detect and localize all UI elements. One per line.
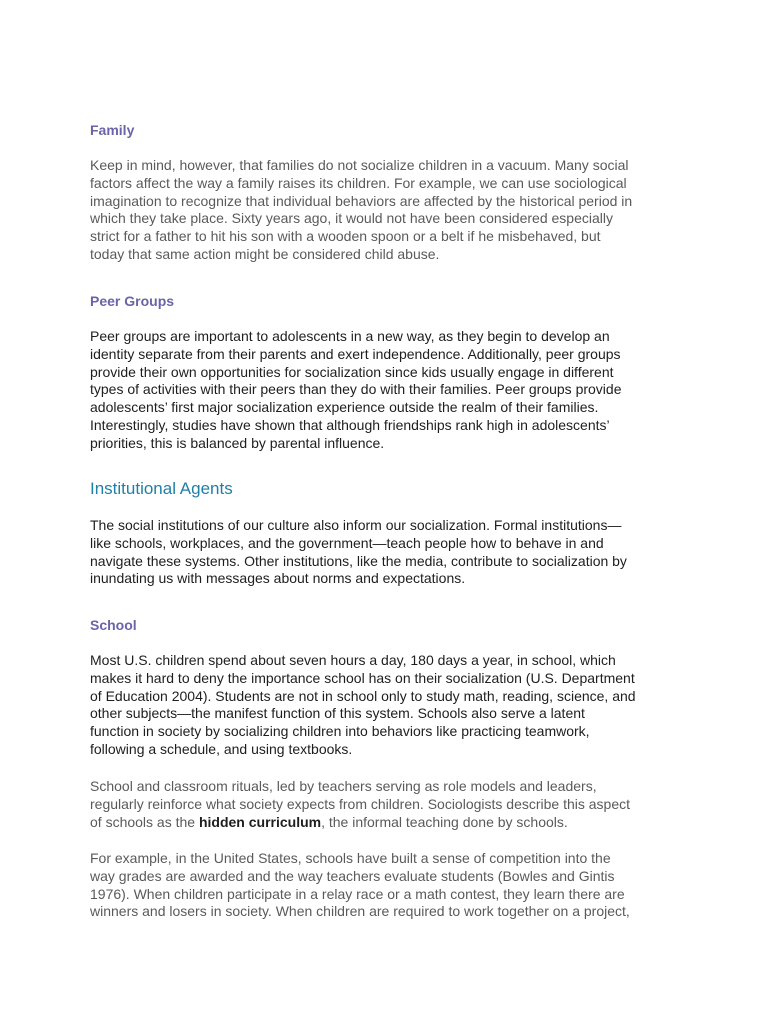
school-paragraph-1 xyxy=(90,652,680,759)
heading-school: School xyxy=(90,617,137,633)
text-line: strict for a father to hit his son with a wooden spoon or a belt if he misbehaved, but xyxy=(90,228,601,245)
text-line: identity separate from their parents and exert independence. Additionally, peer groups xyxy=(90,345,621,362)
text-fragment: of schools as the xyxy=(90,813,199,830)
family-paragraph xyxy=(90,157,680,264)
hidden-curriculum-term: hidden curriculum xyxy=(198,813,322,830)
heading-institutional-agents: Institutional Agents xyxy=(90,479,233,498)
text-line: like schools, workplaces, and the government—teach people how to behave in and xyxy=(90,534,604,551)
text-line: Keep in mind, however, that families do not socialize children in a vacuum. Many social xyxy=(90,157,629,173)
text-line: navigate these systems. Other institutions, like the media, contribute to socialization by xyxy=(90,552,627,569)
text-line: function in society by socializing children into behaviors like practicing teamwork, xyxy=(90,723,590,740)
text-line: School and classroom rituals, led by teachers serving as role models and leaders, xyxy=(90,778,597,794)
school-paragraph-3 xyxy=(90,850,680,921)
text-line: priorities, this is balanced by parental influence. xyxy=(90,434,385,451)
text-line: Interestingly, studies have shown that although friendships rank high in adolescents’ xyxy=(90,416,610,433)
text-line: which they take place. Sixty years ago, it would not have been considered especially xyxy=(90,210,613,227)
text-line: way grades are awarded and the way teachers evaluate students (Bowles and Gintis xyxy=(90,867,615,884)
text-line: of Education 2004). Students are not in school only to study math, reading, science, and xyxy=(90,687,636,704)
text-line: winners and losers in society. When children are required to work together on a project, xyxy=(90,903,630,920)
text-line: regularly reinforce what society expects from children. Sociologists describe this aspect xyxy=(90,795,631,812)
text-line: other subjects—the manifest function of this system. Schools also serve a latent xyxy=(90,705,585,722)
text-line: For example, in the United States, schools have built a sense of competition into the xyxy=(90,850,611,866)
text-line: The social institutions of our culture also inform our socialization. Formal institutions— xyxy=(90,517,622,533)
text-line: makes it hard to deny the importance school has on their socialization (U.S. Department xyxy=(90,669,635,686)
text-line: imagination to recognize that individual behaviors are affected by the historical period in xyxy=(90,192,633,209)
text-line: 1976). When children participate in a relay race or a math contest, they learn there are xyxy=(90,885,625,902)
text-line: Peer groups are important to adolescents in a new way, as they begin to develop an xyxy=(90,328,610,344)
school-paragraph-2 xyxy=(90,778,680,831)
text-line xyxy=(90,814,680,832)
text-line: factors affect the way a family raises its children. For example, we can use sociological xyxy=(90,174,627,191)
text-line: Most U.S. children spend about seven hours a day, 180 days a year, in school, which xyxy=(90,652,616,668)
text-line: following a schedule, and using textbooks. xyxy=(90,740,353,757)
peer-groups-paragraph xyxy=(90,328,680,453)
text-fragment: , the informal teaching done by schools. xyxy=(321,813,568,830)
text-line: provide their own opportunities for socialization since kids usually engage in different xyxy=(90,363,614,380)
heading-family: Family xyxy=(90,122,135,138)
institutional-agents-paragraph xyxy=(90,517,680,588)
heading-peer-groups: Peer Groups xyxy=(90,293,175,309)
text-line: types of activities with their peers than they do with their families. Peer groups provide xyxy=(90,381,622,398)
text-line: inundating us with messages about norms and expectations. xyxy=(90,570,466,587)
text-line: today that same action might be considered child abuse. xyxy=(90,245,440,262)
text-line: adolescents’ first major socialization experience outside the realm of their families. xyxy=(90,399,599,416)
